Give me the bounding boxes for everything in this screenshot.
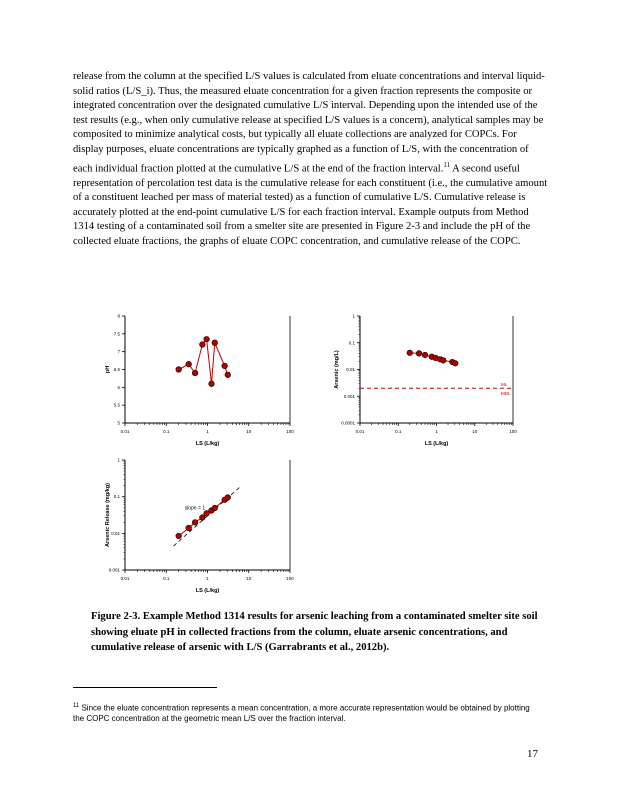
x-tick-label: 10 <box>246 576 252 581</box>
y-tick-label: 0.1 <box>348 340 355 346</box>
ph-chart <box>100 308 310 458</box>
mdl-label: MDL <box>501 391 511 397</box>
y-tick-label: 0.01 <box>346 367 355 372</box>
x-tick-label: 0.1 <box>163 576 170 581</box>
y-tick-label: 1 <box>352 313 355 319</box>
y-tick-label: 7.5 <box>113 331 120 337</box>
data-point <box>176 367 182 373</box>
body-text: release from the column at the specified L/S values is calculated from eluate concentrations and interval liquid-solid ratios (L/S_i). Thus, the measured eluate concentration for a given fraction represents the composite or integrated concentration over the designated cumulative L/S interval. Depending upon the intended use of the test results (e.g., when only cumulative release at specified L/S values is a concern), analytical samples may be composited to minimize analytical costs, but typically all eluate collections are analyzed for COPCs. For display purposes, eluate concentrations are typically graphed as a function of L/S, with the concentration of each individual fraction plotted at the cumulative L/S at the end of the fraction interval. <box>73 71 545 175</box>
x-axis-label: LS (L/kg) <box>195 441 220 447</box>
data-point <box>212 340 218 346</box>
data-point <box>176 533 182 539</box>
x-tick-label: 0.1 <box>395 429 402 434</box>
y-tick-label: 5 <box>117 420 120 426</box>
x-tick-label: 0.01 <box>120 576 130 581</box>
data-point <box>200 342 206 348</box>
figure-caption: Figure 2-3. Example Method 1314 results for arsenic leaching from a contaminated smelter site soil showing eluate pH in collected fractions from the column, eluate arsenic concentrations, and cumulative release of arsenic with L/S (Garrabrants et al., 2012b). <box>91 611 538 653</box>
y-tick-label: 0.1 <box>113 494 120 500</box>
y-axis-label: Arsenic (mg/L) <box>334 350 340 389</box>
ml-label: ML <box>501 382 508 388</box>
y-tick-label: 0.001 <box>108 567 120 573</box>
x-tick-label: 10 <box>246 429 252 434</box>
x-tick-label: 0.01 <box>120 429 130 434</box>
y-tick-label: 0.001 <box>343 393 355 399</box>
y-tick-label: 5.5 <box>113 402 120 408</box>
data-point <box>186 525 192 531</box>
data-point <box>452 361 458 367</box>
y-tick-label: 7 <box>117 349 120 355</box>
data-point <box>422 352 428 358</box>
data-point <box>204 511 210 517</box>
data-point <box>186 361 192 367</box>
x-tick-label: 1 <box>435 429 438 434</box>
x-tick-label: 1 <box>206 576 209 581</box>
data-point <box>192 370 198 376</box>
y-tick-label: 0.01 <box>111 530 120 536</box>
slope-annotation: slope = 1 <box>184 505 206 512</box>
y-tick-label: 0.0001 <box>341 420 355 426</box>
data-point <box>407 350 413 356</box>
footnote <box>73 701 543 724</box>
footnote-divider <box>73 687 217 688</box>
y-tick-label: 6 <box>117 384 120 390</box>
data-point <box>204 336 210 342</box>
x-axis-label: LS (L/kg) <box>195 588 220 594</box>
y-tick-label: 1 <box>117 457 120 463</box>
arsenic-concentration-chart <box>320 308 530 458</box>
data-point <box>212 505 218 511</box>
body-text-continued: A second useful representation of percolation test data is the cumulative release for each constituent (i.e., the cumulative amount of a constituent leached per mass of material tested) as a function of cumulative L/S. Cumulative release is accurately plotted at the end-point cumulative L/S for each fraction interval. Example outputs from Method 1314 testing of a contaminated soil from a smelter site are presented in Figure 2-3 and include the pH of the collected eluate fractions, the graphs of eluate COPC concentration, and cumulative release of the COPC. <box>73 163 548 248</box>
x-tick-label: 100 <box>286 429 294 434</box>
footnote-number: 11 <box>73 703 80 709</box>
y-tick-label: 6.5 <box>113 367 120 372</box>
footnote-reference: 11 <box>443 160 451 169</box>
data-point <box>200 515 206 521</box>
y-tick-label: 8 <box>117 313 120 319</box>
x-axis-label: LS (L/kg) <box>424 441 449 447</box>
y-axis-label: pH <box>105 365 111 374</box>
data-point <box>222 363 228 369</box>
body-paragraph <box>73 70 548 250</box>
x-tick-label: 10 <box>472 429 478 434</box>
x-tick-label: 0.1 <box>163 429 170 434</box>
data-point <box>192 519 198 525</box>
page-number: 17 <box>527 748 538 760</box>
data-point <box>225 495 231 501</box>
data-point <box>416 351 422 357</box>
x-tick-label: 1 <box>206 429 209 434</box>
arsenic-release-chart <box>100 455 310 595</box>
x-tick-label: 100 <box>286 576 294 581</box>
data-point <box>440 358 446 364</box>
footnote-text: Since the eluate concentration represents a mean concentration, a more accurate representation would be obtained by plotting the COPC concentration at the geometric mean L/S over the fraction interval. <box>73 703 530 723</box>
data-point <box>225 372 231 378</box>
x-tick-label: 100 <box>509 429 517 434</box>
y-axis-label: Arsenic Release (mg/kg) <box>105 483 111 547</box>
x-tick-label: 0.01 <box>355 429 365 434</box>
data-point <box>209 381 215 387</box>
